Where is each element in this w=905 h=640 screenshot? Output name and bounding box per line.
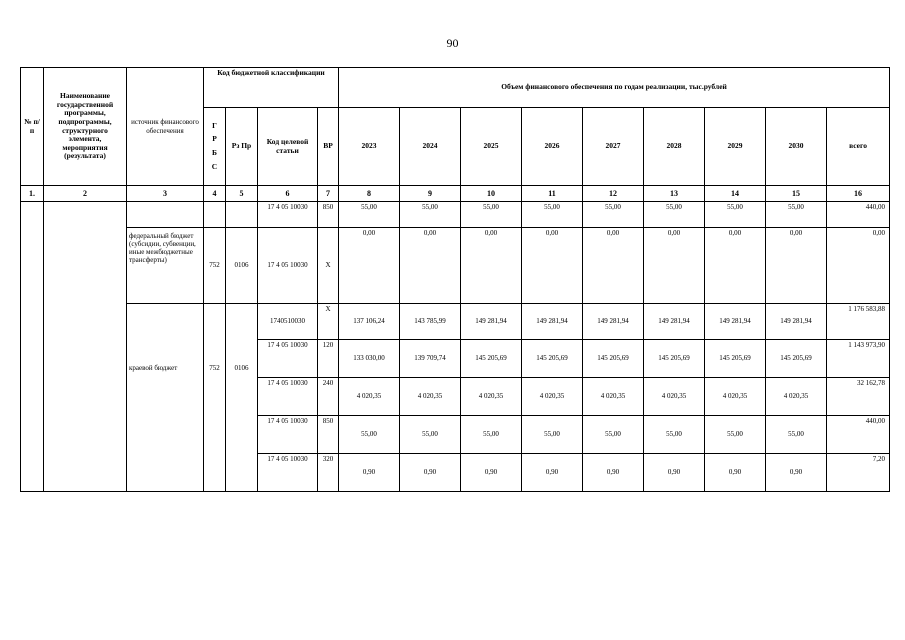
cell-value: 149 281,94 xyxy=(522,304,583,340)
column-number: 2 xyxy=(44,186,127,202)
cell-value: 0,00 xyxy=(766,228,827,304)
table-row xyxy=(21,202,890,228)
cell-value: 4 020,35 xyxy=(400,378,461,416)
cell-value: 55,00 xyxy=(339,416,400,454)
header-grbs xyxy=(204,108,226,186)
header-kbk: Код бюджетной классификации xyxy=(204,68,339,108)
cell-source-regional: краевой бюджет xyxy=(127,304,204,492)
column-number: 14 xyxy=(705,186,766,202)
cell-empty xyxy=(226,202,258,228)
header-num: № п/п xyxy=(21,68,44,186)
cell-value: 0,90 xyxy=(339,454,400,492)
column-number: 16 xyxy=(827,186,890,202)
cell-value: 145 205,69 xyxy=(644,340,705,378)
cell-value: 55,00 xyxy=(461,202,522,228)
cell-vr: 850 xyxy=(318,416,339,454)
cell-value: 0,00 xyxy=(644,228,705,304)
header-year-2028: 2028 xyxy=(644,108,705,186)
cell-value: 55,00 xyxy=(766,202,827,228)
cell-total: 1 176 583,88 xyxy=(827,304,890,340)
cell-value: 149 281,94 xyxy=(705,304,766,340)
header-year-2023: 2023 xyxy=(339,108,400,186)
cell-vr: 850 xyxy=(318,202,339,228)
cell-value: 0,00 xyxy=(339,228,400,304)
cell-value: 149 281,94 xyxy=(644,304,705,340)
cell-kcs: 17 4 05 10030 xyxy=(258,378,318,416)
cell-value: 0,90 xyxy=(644,454,705,492)
cell-value: 55,00 xyxy=(705,202,766,228)
header-vr: ВР xyxy=(318,108,339,186)
cell-value: 4 020,35 xyxy=(339,378,400,416)
header-year-2030: 2030 xyxy=(766,108,827,186)
cell-kcs: 17 4 05 10030 xyxy=(258,202,318,228)
cell-value: 0,00 xyxy=(522,228,583,304)
cell-value: 0,00 xyxy=(400,228,461,304)
cell-value: 4 020,35 xyxy=(766,378,827,416)
cell-value: 0,90 xyxy=(766,454,827,492)
cell-total: 0,00 xyxy=(827,228,890,304)
header-year-2024: 2024 xyxy=(400,108,461,186)
cell-total: 440,00 xyxy=(827,202,890,228)
header-kcs: Код целевой статьи xyxy=(258,108,318,186)
cell-value: 149 281,94 xyxy=(766,304,827,340)
cell-total: 1 143 973,90 xyxy=(827,340,890,378)
cell-value: 0,90 xyxy=(583,454,644,492)
cell-kcs: 17 4 05 10030 xyxy=(258,416,318,454)
column-number: 12 xyxy=(583,186,644,202)
cell-vr: Х xyxy=(318,304,339,340)
cell-vr: 240 xyxy=(318,378,339,416)
cell-value: 55,00 xyxy=(461,416,522,454)
cell-value: 4 020,35 xyxy=(583,378,644,416)
cell-kcs: 17 4 05 10030 xyxy=(258,228,318,304)
cell-value: 145 205,69 xyxy=(461,340,522,378)
cell-value: 145 205,69 xyxy=(766,340,827,378)
column-number: 8 xyxy=(339,186,400,202)
header-total: всего xyxy=(827,108,890,186)
cell-value: 137 106,24 xyxy=(339,304,400,340)
column-number: 10 xyxy=(461,186,522,202)
cell-vr: 320 xyxy=(318,454,339,492)
header-grbs-g: Г xyxy=(212,120,217,130)
cell-value: 149 281,94 xyxy=(461,304,522,340)
cell-total: 7,20 xyxy=(827,454,890,492)
cell-value: 55,00 xyxy=(766,416,827,454)
header-volume: Объем финансового обеспечения по годам реализации, тыс.рублей xyxy=(339,68,890,108)
cell-kcs: 17 4 05 10030 xyxy=(258,454,318,492)
cell-value: 0,90 xyxy=(461,454,522,492)
cell-value: 139 709,74 xyxy=(400,340,461,378)
cell-value: 149 281,94 xyxy=(583,304,644,340)
cell-value: 55,00 xyxy=(644,416,705,454)
table-row xyxy=(21,228,890,304)
cell-value: 55,00 xyxy=(705,416,766,454)
column-number: 13 xyxy=(644,186,705,202)
cell-kcs: 17 4 05 10030 xyxy=(258,340,318,378)
column-number: 1. xyxy=(21,186,44,202)
header-year-2026: 2026 xyxy=(522,108,583,186)
cell-empty xyxy=(204,202,226,228)
cell-rzpr: 0106 xyxy=(226,228,258,304)
header-name: Наименование государственной программы, подпрограммы, структурного элемента, мероприятия (результата) xyxy=(44,68,127,186)
cell-value: 4 020,35 xyxy=(705,378,766,416)
cell-rzpr: 0106 xyxy=(226,304,258,492)
cell-source-federal: федеральный бюджет (субсидии, субвенции, иные межбюджетные трансферты) xyxy=(127,228,204,304)
cell-value: 145 205,69 xyxy=(522,340,583,378)
header-source: источник финансового обеспечения xyxy=(127,68,204,186)
cell-value: 0,90 xyxy=(400,454,461,492)
cell-value: 145 205,69 xyxy=(583,340,644,378)
header-grbs-r: Р xyxy=(212,134,217,144)
cell-grbs: 752 xyxy=(204,304,226,492)
page-number: 90 xyxy=(446,36,459,50)
cell-value: 55,00 xyxy=(400,202,461,228)
table-row xyxy=(21,304,890,340)
column-number-row xyxy=(21,186,890,202)
cell-value: 4 020,35 xyxy=(461,378,522,416)
header-grbs-b: Б xyxy=(212,148,217,157)
cell-value: 4 020,35 xyxy=(522,378,583,416)
header-grbs-s: С xyxy=(211,161,218,171)
cell-value: 0,00 xyxy=(705,228,766,304)
cell-value: 0,90 xyxy=(522,454,583,492)
header-year-2025: 2025 xyxy=(461,108,522,186)
column-number: 9 xyxy=(400,186,461,202)
column-number: 11 xyxy=(522,186,583,202)
cell-empty xyxy=(21,202,44,492)
cell-vr: Х xyxy=(318,228,339,304)
cell-value: 55,00 xyxy=(400,416,461,454)
header-year-2027: 2027 xyxy=(583,108,644,186)
cell-value: 4 020,35 xyxy=(644,378,705,416)
header-year-2029: 2029 xyxy=(705,108,766,186)
cell-total: 32 162,78 xyxy=(827,378,890,416)
cell-value: 55,00 xyxy=(583,416,644,454)
cell-value: 143 785,99 xyxy=(400,304,461,340)
cell-empty xyxy=(44,202,127,492)
column-number: 15 xyxy=(766,186,827,202)
header-rzpr: Рз Пр xyxy=(226,108,258,186)
cell-kcs: 1740510030 xyxy=(258,304,318,340)
cell-vr: 120 xyxy=(318,340,339,378)
cell-value: 0,00 xyxy=(461,228,522,304)
cell-value: 55,00 xyxy=(522,202,583,228)
cell-value: 55,00 xyxy=(339,202,400,228)
column-number: 5 xyxy=(226,186,258,202)
cell-value: 55,00 xyxy=(522,416,583,454)
cell-value: 0,90 xyxy=(705,454,766,492)
cell-value: 145 205,69 xyxy=(705,340,766,378)
cell-value: 0,00 xyxy=(583,228,644,304)
column-number: 6 xyxy=(258,186,318,202)
column-number: 4 xyxy=(204,186,226,202)
cell-grbs: 752 xyxy=(204,228,226,304)
cell-empty xyxy=(127,202,204,228)
cell-value: 55,00 xyxy=(583,202,644,228)
cell-value: 55,00 xyxy=(644,202,705,228)
cell-total: 440,00 xyxy=(827,416,890,454)
column-number: 7 xyxy=(318,186,339,202)
cell-value: 133 030,00 xyxy=(339,340,400,378)
budget-table xyxy=(20,67,890,492)
column-number: 3 xyxy=(127,186,204,202)
